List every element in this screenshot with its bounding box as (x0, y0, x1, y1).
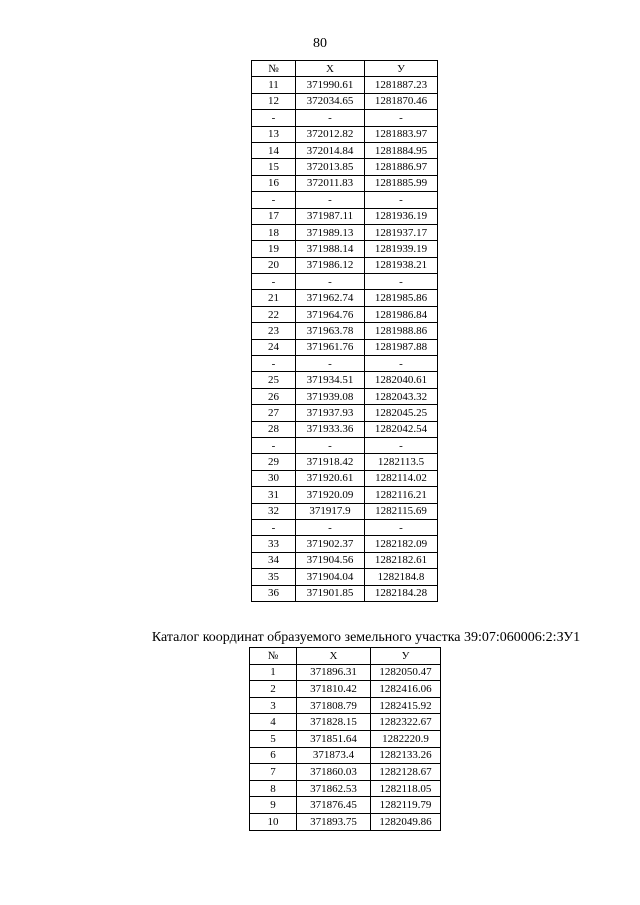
catalog-title: Каталог координат образуемого земельного участка 39:07:060006:2:ЗУ1 (151, 630, 581, 645)
table-row (250, 764, 441, 781)
cell-point-number: - (252, 356, 296, 372)
cell-point-number: 9 (250, 797, 297, 814)
cell-y-coordinate: 1281988.86 (365, 323, 438, 339)
table-row (252, 110, 438, 126)
cell-y-coordinate: - (365, 274, 438, 290)
cell-y-coordinate: 1282133.26 (371, 747, 441, 764)
coordinates-table-zu1 (249, 647, 441, 831)
table-row (252, 536, 438, 552)
table-row (250, 681, 441, 698)
cell-point-number: 19 (252, 241, 296, 257)
table-row (252, 257, 438, 273)
cell-x-coordinate: - (296, 519, 365, 535)
table-row (252, 159, 438, 175)
cell-point-number: 30 (252, 470, 296, 486)
table-row (252, 93, 438, 109)
cell-y-coordinate: 1282128.67 (371, 764, 441, 781)
cell-x-coordinate: 371920.09 (296, 487, 365, 503)
cell-x-coordinate: 372012.82 (296, 126, 365, 142)
cell-x-coordinate: 371862.53 (297, 780, 371, 797)
cell-x-coordinate: 371902.37 (296, 536, 365, 552)
table-row (252, 356, 438, 372)
cell-point-number: 2 (250, 681, 297, 698)
table-row (252, 290, 438, 306)
cell-y-coordinate: 1282114.02 (365, 470, 438, 486)
cell-point-number: 20 (252, 257, 296, 273)
cell-x-coordinate: 371963.78 (296, 323, 365, 339)
cell-y-coordinate: - (365, 356, 438, 372)
cell-x-coordinate: - (296, 356, 365, 372)
cell-point-number: - (252, 110, 296, 126)
cell-x-coordinate: 371964.76 (296, 306, 365, 322)
cell-point-number: 15 (252, 159, 296, 175)
table-row (250, 664, 441, 681)
cell-y-coordinate: 1282119.79 (371, 797, 441, 814)
table-row (250, 730, 441, 747)
cell-point-number: 21 (252, 290, 296, 306)
cell-x-coordinate: 371988.14 (296, 241, 365, 257)
cell-y-coordinate: 1282118.05 (371, 780, 441, 797)
cell-x-coordinate: 371876.45 (297, 797, 371, 814)
cell-point-number: 10 (250, 813, 297, 830)
cell-y-coordinate: 1281939.19 (365, 241, 438, 257)
cell-x-coordinate: 371962.74 (296, 290, 365, 306)
cell-x-coordinate: - (296, 437, 365, 453)
table-row (252, 241, 438, 257)
cell-point-number: - (252, 519, 296, 535)
cell-point-number: 27 (252, 405, 296, 421)
cell-x-coordinate: 372011.83 (296, 175, 365, 191)
cell-y-coordinate: 1282415.92 (371, 697, 441, 714)
cell-x-coordinate: 371808.79 (297, 697, 371, 714)
cell-y-coordinate: 1281938.21 (365, 257, 438, 273)
cell-x-coordinate: 371920.61 (296, 470, 365, 486)
cell-point-number: - (252, 274, 296, 290)
cell-x-coordinate: - (296, 110, 365, 126)
cell-y-coordinate: 1282040.61 (365, 372, 438, 388)
table-row (252, 175, 438, 191)
cell-y-coordinate: 1281937.17 (365, 224, 438, 240)
cell-point-number: 17 (252, 208, 296, 224)
table-row (252, 306, 438, 322)
cell-y-coordinate: 1281870.46 (365, 93, 438, 109)
cell-point-number: 26 (252, 388, 296, 404)
column-header-number: № (250, 648, 297, 665)
cell-y-coordinate: 1282115.69 (365, 503, 438, 519)
cell-point-number: 28 (252, 421, 296, 437)
cell-y-coordinate: 1282182.61 (365, 552, 438, 568)
table-row (252, 142, 438, 158)
cell-x-coordinate: 371989.13 (296, 224, 365, 240)
cell-y-coordinate: 1282045.25 (365, 405, 438, 421)
cell-x-coordinate: 371987.11 (296, 208, 365, 224)
cell-y-coordinate: 1282049.86 (371, 813, 441, 830)
cell-y-coordinate: 1281887.23 (365, 77, 438, 93)
cell-x-coordinate: 371828.15 (297, 714, 371, 731)
table-row (252, 437, 438, 453)
cell-point-number: 29 (252, 454, 296, 470)
cell-y-coordinate: 1282116.21 (365, 487, 438, 503)
table-row (250, 714, 441, 731)
column-header-x: X (296, 61, 365, 77)
cell-point-number: 36 (252, 585, 296, 601)
cell-y-coordinate: 1282113.5 (365, 454, 438, 470)
cell-point-number: 5 (250, 730, 297, 747)
table-row (252, 126, 438, 142)
table-row (252, 552, 438, 568)
cell-point-number: 22 (252, 306, 296, 322)
cell-x-coordinate: 371860.03 (297, 764, 371, 781)
cell-y-coordinate: 1282043.32 (365, 388, 438, 404)
table-row (252, 487, 438, 503)
cell-x-coordinate: 371896.31 (297, 664, 371, 681)
cell-x-coordinate: 371873.4 (297, 747, 371, 764)
cell-y-coordinate: 1281884.95 (365, 142, 438, 158)
column-header-y: У (365, 61, 438, 77)
column-header-y: У (371, 648, 441, 665)
cell-x-coordinate: 371933.36 (296, 421, 365, 437)
cell-y-coordinate: 1282050.47 (371, 664, 441, 681)
cell-y-coordinate: 1281986.84 (365, 306, 438, 322)
cell-point-number: 7 (250, 764, 297, 781)
cell-point-number: 24 (252, 339, 296, 355)
cell-point-number: - (252, 192, 296, 208)
cell-point-number: 23 (252, 323, 296, 339)
table-row (252, 274, 438, 290)
cell-x-coordinate: 371904.56 (296, 552, 365, 568)
table-row (252, 77, 438, 93)
cell-y-coordinate: 1282182.09 (365, 536, 438, 552)
table-row (250, 797, 441, 814)
cell-y-coordinate: 1281885.99 (365, 175, 438, 191)
cell-y-coordinate: 1282042.54 (365, 421, 438, 437)
cell-x-coordinate: 372013.85 (296, 159, 365, 175)
table-row (252, 224, 438, 240)
cell-point-number: - (252, 437, 296, 453)
cell-y-coordinate: 1281987.88 (365, 339, 438, 355)
cell-x-coordinate: - (296, 192, 365, 208)
cell-y-coordinate: 1281883.97 (365, 126, 438, 142)
cell-y-coordinate: 1282184.8 (365, 569, 438, 585)
column-header-x: X (297, 648, 371, 665)
cell-y-coordinate: - (365, 437, 438, 453)
cell-y-coordinate: 1281886.97 (365, 159, 438, 175)
cell-point-number: 31 (252, 487, 296, 503)
table-row (252, 208, 438, 224)
cell-point-number: 32 (252, 503, 296, 519)
table-row (252, 388, 438, 404)
cell-point-number: 25 (252, 372, 296, 388)
table-row (250, 747, 441, 764)
table-header-row (250, 648, 441, 665)
cell-x-coordinate: 371904.04 (296, 569, 365, 585)
cell-y-coordinate: 1282184.28 (365, 585, 438, 601)
cell-point-number: 1 (250, 664, 297, 681)
column-header-number: № (252, 61, 296, 77)
table-row (252, 421, 438, 437)
cell-x-coordinate: 372034.65 (296, 93, 365, 109)
cell-x-coordinate: 371961.76 (296, 339, 365, 355)
table-row (250, 813, 441, 830)
table-row (252, 323, 438, 339)
cell-point-number: 4 (250, 714, 297, 731)
cell-x-coordinate: 371851.64 (297, 730, 371, 747)
table-row (250, 697, 441, 714)
cell-point-number: 34 (252, 552, 296, 568)
cell-point-number: 3 (250, 697, 297, 714)
cell-x-coordinate: 371810.42 (297, 681, 371, 698)
cell-point-number: 8 (250, 780, 297, 797)
table-row (252, 569, 438, 585)
cell-x-coordinate: 371939.08 (296, 388, 365, 404)
table-row (252, 454, 438, 470)
table-header-row (252, 61, 438, 77)
table-row (252, 503, 438, 519)
cell-y-coordinate: - (365, 192, 438, 208)
cell-point-number: 13 (252, 126, 296, 142)
cell-point-number: 16 (252, 175, 296, 191)
table-row (252, 470, 438, 486)
cell-point-number: 33 (252, 536, 296, 552)
table-row (252, 372, 438, 388)
cell-x-coordinate: 371917.9 (296, 503, 365, 519)
cell-y-coordinate: 1281936.19 (365, 208, 438, 224)
cell-point-number: 14 (252, 142, 296, 158)
cell-x-coordinate: 372014.84 (296, 142, 365, 158)
table-row (252, 519, 438, 535)
cell-x-coordinate: 371918.42 (296, 454, 365, 470)
cell-y-coordinate: 1281985.86 (365, 290, 438, 306)
cell-point-number: 12 (252, 93, 296, 109)
cell-y-coordinate: 1282220.9 (371, 730, 441, 747)
table-row (252, 585, 438, 601)
cell-y-coordinate: 1282322.67 (371, 714, 441, 731)
table-row (252, 339, 438, 355)
cell-x-coordinate: - (296, 274, 365, 290)
cell-point-number: 35 (252, 569, 296, 585)
table-row (252, 192, 438, 208)
cell-x-coordinate: 371901.85 (296, 585, 365, 601)
page-number: 80 (313, 36, 327, 51)
cell-y-coordinate: - (365, 110, 438, 126)
cell-x-coordinate: 371990.61 (296, 77, 365, 93)
cell-point-number: 11 (252, 77, 296, 93)
cell-y-coordinate: 1282416.06 (371, 681, 441, 698)
cell-x-coordinate: 371937.93 (296, 405, 365, 421)
coordinates-table-continued (251, 60, 438, 602)
table-row (250, 780, 441, 797)
table-row (252, 405, 438, 421)
cell-y-coordinate: - (365, 519, 438, 535)
cell-point-number: 18 (252, 224, 296, 240)
cell-x-coordinate: 371893.75 (297, 813, 371, 830)
cell-x-coordinate: 371986.12 (296, 257, 365, 273)
cell-x-coordinate: 371934.51 (296, 372, 365, 388)
cell-point-number: 6 (250, 747, 297, 764)
